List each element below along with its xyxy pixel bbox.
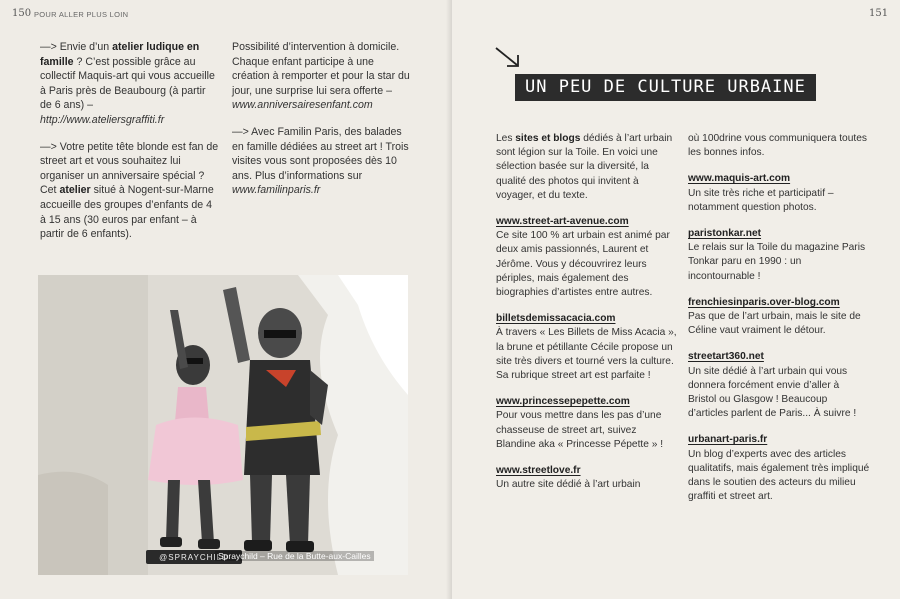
right-column-1 — [496, 132, 678, 504]
text: ? C’est possible grâce au collectif Maquis-art qui vous accueille à Paris près de Beaubourg (à partir de 6 ans) – — [40, 55, 215, 112]
page-number-right: 151 — [869, 8, 889, 19]
link-familinparis[interactable]: www.familinparis.fr — [232, 184, 321, 197]
continuation-text: où 100drine vous communiquera toutes les bonnes infos. — [688, 133, 867, 159]
site-description: À travers « Les Billets de Miss Acacia », la brune et pétillante Cécile propose un site très divers et tourné vers la culture. Sa rubrique street art est parfaite ! — [496, 327, 677, 382]
link-anniversairesenfant[interactable]: www.anniversairesenfant.com — [232, 99, 373, 112]
section-banner — [515, 74, 816, 101]
intro-paragraph — [496, 132, 678, 203]
site-link-maquis-art[interactable]: www.maquis-art.com — [688, 173, 791, 185]
arrow-glyph: —> — [232, 125, 249, 138]
text: Possibilité d’intervention à domicile. Chaque enfant participe à une création à remporter et pour la star du jour, une surprise lui sera offerte – — [232, 41, 410, 97]
site-link-princessepepette[interactable]: www.princessepepette.com — [496, 396, 630, 408]
street-art-illustration — [38, 275, 408, 575]
text: Votre petite tête blonde est fan de street art et vous souhaitez lui organiser un anniversaire spécial ? Cet — [40, 140, 219, 197]
site-description: Un site dédié à l’art urbain qui vous donnera forcément envie d’aller à Bristol ou Glasgow ! Beaucoup d’articles parlent de Paris... À suivre ! — [688, 365, 857, 420]
site-description: Pour vous mettre dans les pas d’une chasseuse de street art, suivez Blandine aka « Princesse Pépette » ! — [496, 410, 664, 450]
page-number-left: 150 — [12, 8, 32, 19]
bold-term: atelier — [59, 184, 91, 197]
paragraph-anniversaire — [40, 140, 220, 242]
site-link-paristonkar[interactable]: paristonkar.net — [688, 228, 762, 240]
arrow-down-right-icon — [493, 45, 523, 71]
right-column-2 — [688, 132, 870, 516]
site-entry — [688, 227, 870, 284]
banner-title: UN PEU DE CULTURE URBAINE — [525, 77, 806, 97]
site-entry — [688, 172, 870, 215]
site-description: Ce site 100 % art urbain est animé par deux amis passionnés, Laurent et Jérôme. Vous y découvrirez leurs périples, mais également des biographies d’artistes entre autres. — [496, 230, 670, 299]
text: Envie d’un — [56, 41, 113, 53]
running-head: POUR ALLER PLUS LOIN — [34, 10, 129, 19]
left-column-2 — [232, 40, 412, 210]
site-entry — [688, 350, 870, 421]
site-description: Le relais sur la Toile du magazine Paris Tonkar paru en 1990 : un incontournable ! — [688, 242, 866, 282]
left-column-1 — [40, 40, 220, 254]
site-description: Un site très riche et participatif – notamment question photos. — [688, 187, 834, 213]
link-ateliersgraffiti[interactable]: http://www.ateliersgraffiti.fr — [40, 113, 165, 126]
paragraph-familin — [232, 125, 412, 198]
arrow-glyph: —> — [40, 41, 57, 53]
site-entry — [688, 296, 870, 339]
site-description: Pas que de l’art urbain, mais le site de Céline vaut vraiment le détour. — [688, 311, 861, 337]
photo-caption: Spraychild – Rue de la Butte-aux-Cailles — [215, 551, 374, 561]
site-link-street-art-avenue[interactable]: www.street-art-avenue.com — [496, 216, 629, 228]
site-link-frenchiesinparis[interactable]: frenchiesinparis.over-blog.com — [688, 296, 840, 308]
site-entry — [496, 395, 678, 452]
text: situé à Nogent-sur-Marne accueille des groupes d’enfants de 4 à 15 ans (30 euros par enfant – à partir de 6 enfants). — [40, 184, 214, 241]
paragraph-domicile — [232, 40, 412, 113]
street-art-photo — [38, 275, 408, 575]
spraychild-tag: @SPRAYCHILD — [159, 553, 229, 562]
text: dédiés à l’art urbain sont légion sur la Toile. En voici une sélection basée sur la diversité, la qualité des photos qui invitent à voyager, et du texte. — [496, 133, 673, 201]
paragraph-atelier-ludique — [40, 40, 220, 128]
site-link-streetart360[interactable]: streetart360.net — [688, 351, 764, 363]
site-link-urbanart-paris[interactable]: urbanart-paris.fr — [688, 434, 768, 446]
site-entry — [496, 312, 678, 383]
site-description: Un blog d’experts avec des articles qualitatifs, mais également très impliqué dans le soutien des acteurs du milieu graffiti et street art. — [688, 448, 870, 503]
text: Les — [496, 133, 516, 144]
site-entry — [496, 215, 678, 300]
bold-term: sites et blogs — [515, 133, 581, 144]
site-description: Un autre site dédié à l’art urbain — [496, 479, 641, 491]
text: Avec Familin Paris, des balades en famille dédiées au street art ! Trois visites vous sont proposées dès 10 ans. Plus d’informations sur — [232, 125, 409, 182]
bold-term: atelier ludique en famille — [40, 41, 200, 68]
site-entry — [688, 433, 870, 504]
site-link-billetsdemissacacia[interactable]: billetsdemissacacia.com — [496, 313, 616, 325]
arrow-glyph: —> — [40, 140, 57, 153]
site-link-streetlove[interactable]: www.streetlove.fr — [496, 465, 581, 477]
site-entry — [496, 464, 678, 492]
